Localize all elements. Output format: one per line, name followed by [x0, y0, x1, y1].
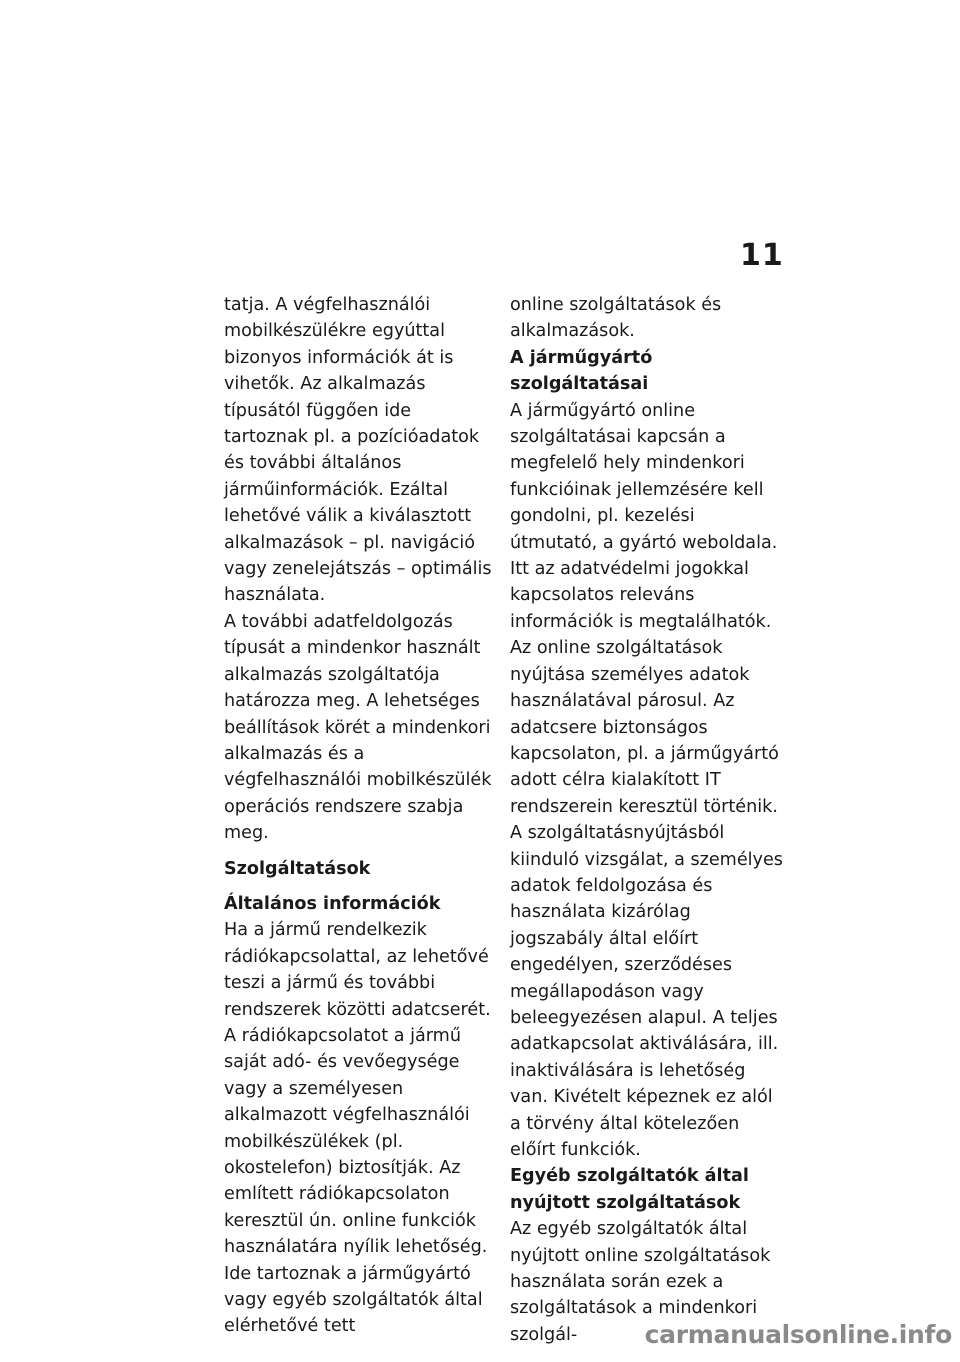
page-number: 11 — [740, 238, 784, 273]
subsection-heading-manufacturer: A járműgyártó szolgáltatásai — [510, 347, 653, 395]
subsection-heading-other-providers: Egyéb szolgáltatók által nyújtott szolgáltatások — [510, 1166, 749, 1213]
watermark: carmanualsonline.info — [644, 1320, 952, 1349]
paragraph: A szolgáltatásnyújtásból kiinduló vizsgálat, a személyes adatok feldolgozása és használata kizárólag jogszabály által előírt engedélyen, szerződéses megállapodáson vagy beleegyezésen alapul. A teljes adatkapcsolat aktiválására, ill. inaktiválására is lehetőség van. Kivételt képeznek ez alól a törvény által kötelezően előírt funkciók. — [510, 823, 783, 1160]
subsection-heading-general: Általános információk — [224, 893, 441, 914]
paragraph: A járműgyártó online szolgáltatásai kapcsán a megfelelő hely mindenkori funkcióinak jellemzésére kell gondolni, pl. kezelési útmutató, a gyártó weboldala. Itt az adatvédelmi jogokkal kapcsolatos releváns információk is megtalálhatók. — [510, 400, 778, 632]
right-column — [510, 292, 786, 1348]
paragraph: Az egyéb szolgáltatók által nyújtott online szolgáltatások használata során ezek a szolgáltatások a mindenkori szolgál- — [510, 1219, 771, 1345]
section-heading-services: Szolgáltatások — [224, 858, 371, 879]
paragraph: Az online szolgáltatások nyújtása személyes adatok használatával párosul. Az adatcsere biztonságos kapcsolaton, pl. a járműgyártó adott célra kialakított IT rendszerein keresztül történik. — [510, 638, 779, 817]
paragraph: tatja. A végfelhasználói mobilkészülékre egyúttal bizonyos információk át is vihetők. Az alkalmazás típusától függően ide tartoznak pl. a pozícióadatok és további általános járműinformációk. Ezáltal lehetővé válik a kiválasztott alkalmazások – pl. navigáció vagy zenelejátszás – optimális használata. — [224, 295, 492, 606]
paragraph: Ha a jármű rendelkezik rádiókapcsolattal, az lehetővé teszi a jármű és további rendszerek közötti adatcserét. A rádiókapcsolatot a jármű saját adó- és vevőegysége vagy a személyesen alkalmazott végfelhasználói mobilkészülékek (pl. okostelefon) biztosítják. Az említett rádiókapcsolaton keresztül ún. online funkciók használatára nyílik lehetőség. Ide tartoznak a járműgyártó vagy egyéb szolgáltatók által elérhetővé tett — [224, 920, 491, 1337]
paragraph: A további adatfeldolgozás típusát a mindenkor használt alkalmazás szolgáltatója határozza meg. A lehetséges beállítások körét a mindenkori alkalmazás és a végfelhasználói mobilkészülék operációs rendszere szabja meg. — [224, 611, 492, 844]
left-column — [224, 292, 496, 1340]
paragraph: online szolgáltatások és alkalmazások. — [510, 295, 722, 342]
